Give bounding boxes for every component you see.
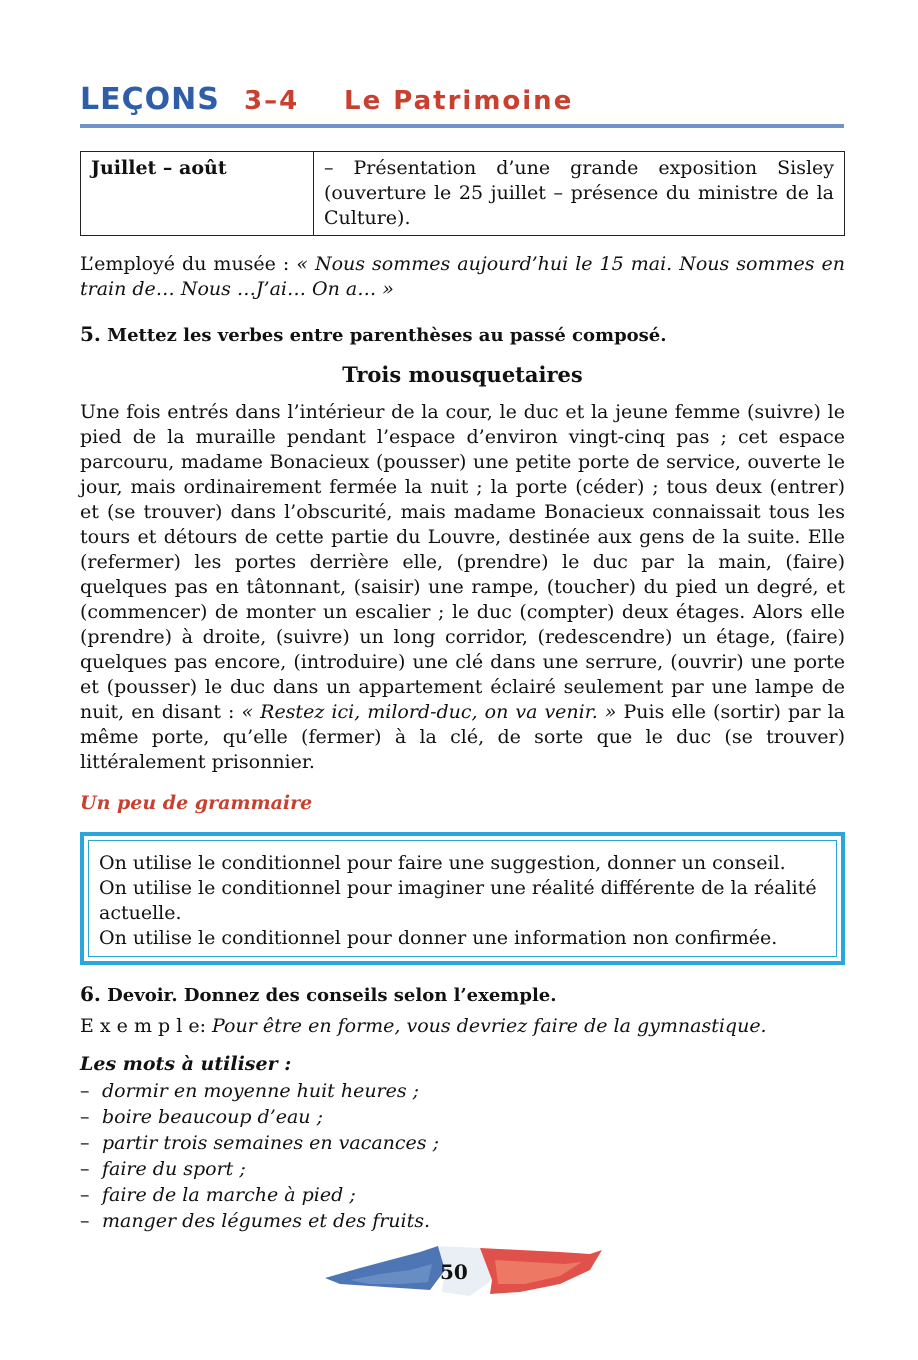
example-line [80, 1014, 845, 1039]
museum-quote-text: « Nous sommes aujourd’hui le 15 mai. Nous sommes en train de… Nous …J’ai… On a… » [80, 253, 845, 300]
grammar-line: On utilise le conditionnel pour donner une information non confirmée. [99, 927, 778, 949]
exercise-6-title [80, 982, 557, 1006]
story-title: Trois mousquetaires [342, 362, 583, 387]
page-header [80, 82, 844, 128]
exercise-number: 6. [80, 982, 101, 1006]
words-list [80, 1078, 845, 1234]
grammar-box [80, 832, 845, 965]
list-item: – partir trois semaines en vacances ; [80, 1132, 439, 1154]
list-item: – dormir en moyenne huit heures ; [80, 1080, 420, 1102]
list-item: – boire beaucoup d’eau ; [80, 1106, 323, 1128]
story-part-2: Puis elle (sortir) par la même porte, qu’elle (fermer) à la clé, de sorte que le duc (se trouver) littéralement prisonnier. [80, 701, 845, 773]
schedule-month: Juillet – août [81, 152, 314, 236]
exercise-instruction: Devoir. Donnez des conseils selon l’exemple. [107, 985, 557, 1006]
story-quote: « Restez ici, milord-duc, on va venir. » [241, 701, 617, 723]
lesson-title: Le Patrimoine [344, 86, 574, 116]
museum-speaker: L’employé du musée : [80, 253, 297, 275]
example-label: E x e m p l e: [80, 1015, 213, 1037]
list-item: – faire du sport ; [80, 1158, 246, 1180]
grammar-line: On utilise le conditionnel pour imaginer une réalité différente de la réalité actuelle. [99, 877, 817, 924]
page-number: 50 [440, 1260, 468, 1284]
list-item: – faire de la marche à pied ; [80, 1184, 356, 1206]
museum-quote [80, 252, 845, 302]
exercise-5-title [80, 322, 667, 346]
table-row [81, 152, 845, 236]
lessons-label: LEÇONS [80, 82, 220, 117]
story-text [80, 400, 845, 775]
words-title: Les mots à utiliser : [80, 1053, 292, 1075]
exercise-instruction: Mettez les verbes entre parenthèses au passé composé. [107, 325, 667, 346]
lesson-numbers: 3–4 [244, 86, 300, 116]
list-item: – manger des légumes et des fruits. [80, 1210, 431, 1232]
page-footer [320, 1240, 604, 1306]
grammar-line: On utilise le conditionnel pour faire une suggestion, donner un conseil. [99, 852, 786, 874]
exercise-number: 5. [80, 322, 101, 346]
grammar-title: Un peu de grammaire [80, 792, 313, 814]
schedule-event: – Présentation d’une grande exposition Sisley (ouverture le 25 juillet – présence du ministre de la Culture). [314, 152, 845, 236]
grammar-box-inner [88, 840, 837, 957]
schedule-table [80, 151, 845, 236]
story-part-1: Une fois entrés dans l’intérieur de la cour, le duc et la jeune femme (suivre) le pied de la muraille pendant l’espace d’environ vingt-cinq pas ; cet espace parcouru, madame Bonacieux (pousser) une petite porte de service, ouverte le jour, mais ordinairement fermée la nuit ; la porte (céder) ; tous deux (entrer) et (se trouver) dans l’obscurité, mais madame Bonacieux connaissait tous les tours et détours de cette partie du Louvre, destinée aux gens de la suite. Elle (refermer) les portes derrière elle, (prendre) le duc par la main, (faire) quelques pas en tâtonnant, (saisir) une rampe, (toucher) du pied un degré, et (commencer) de monter un escalier ; le duc (compter) deux étages. Alors elle (prendre) à droite, (suivre) un long corridor, (redescendre) un étage, (faire) quelques pas encore, (introduire) une clé dans une serrure, (ouvrir) une porte et (pousser) le duc dans un appartement éclairé seulement par une lampe de nuit, en disant : [80, 401, 845, 723]
example-text: Pour être en forme, vous devriez faire de la gymnastique. [212, 1015, 767, 1037]
header-rule [80, 124, 844, 128]
